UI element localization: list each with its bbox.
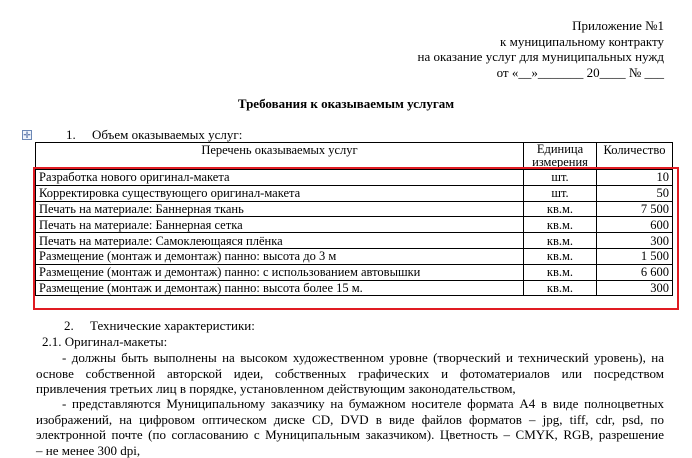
table-row <box>36 170 673 186</box>
appendix-contract: к муниципальному контракту <box>500 33 664 49</box>
table-header-row <box>36 143 673 170</box>
header-quantity: Количество <box>597 143 673 170</box>
bullet-1-line-3: привлечения третьих лиц в порядке, установленном действующим законодательством, <box>36 381 516 397</box>
quantity: 6 600 <box>597 264 673 280</box>
service-name: Размещение (монтаж и демонтаж) панно: высота до 3 м <box>36 248 524 264</box>
section-2-title <box>64 318 692 334</box>
table-row <box>36 280 673 296</box>
table-row <box>36 233 673 249</box>
document-heading: Требования к оказываемым услугам <box>237 96 455 111</box>
quantity: 300 <box>597 233 673 249</box>
appendix-purpose: на оказание услуг для муниципальных нужд <box>417 49 664 64</box>
section-2-number: 2. <box>64 318 74 333</box>
service-name: Печать на материале: Баннерная ткань <box>36 201 524 217</box>
quantity: 300 <box>597 280 673 296</box>
bullet-2 <box>36 396 664 458</box>
unit: кв.м. <box>524 280 597 296</box>
bullet-2-line-2: изображений, на цифровом оптическом диске CD, DVD в виде файлов форматов – jpg, tiff, cdr, psd, по <box>36 411 664 427</box>
quantity: 600 <box>597 217 673 233</box>
service-name: Разработка нового оригинал-макета <box>36 170 524 186</box>
quantity: 10 <box>597 170 673 186</box>
services-table <box>35 142 673 296</box>
unit: шт. <box>524 170 597 186</box>
section-1-number: 1. <box>66 127 76 142</box>
bullet-2-line-4: – не менее 300 dpi, <box>36 442 141 458</box>
appendix-title: Приложение №1 <box>572 18 664 33</box>
service-name: Печать на материале: Самоклеющаяся плёнка <box>36 233 524 249</box>
table-row <box>36 201 673 217</box>
unit: кв.м. <box>524 217 597 233</box>
quantity: 7 500 <box>597 201 673 217</box>
service-name: Размещение (монтаж и демонтаж) панно: высота более 15 м. <box>36 280 524 296</box>
service-name: Печать на материале: Баннерная сетка <box>36 217 524 233</box>
table-row <box>36 264 673 280</box>
section-1-label: Объем оказываемых услуг: <box>92 127 243 142</box>
bullet-1-line-1: - должны быть выполнены на высоком художественном уровне (творческий и технический уровень), на <box>62 350 664 365</box>
unit: шт. <box>524 185 597 201</box>
bullet-2-line-1: - представляются Муниципальному заказчику на бумажном носителе формата А4 в виде полноцветных <box>62 396 664 411</box>
section-1-title <box>66 127 242 143</box>
bullet-1 <box>36 350 664 397</box>
header-unit: Единица измерения <box>524 143 597 170</box>
unit: кв.м. <box>524 233 597 249</box>
bullet-2-line-3: электронной почте (по согласованию с Муниципальным заказчиком). Цветность – CMYK, RGB, разрешение <box>36 427 664 443</box>
section-2-label: Технические характеристики: <box>90 318 255 333</box>
quantity: 50 <box>597 185 673 201</box>
unit: кв.м. <box>524 248 597 264</box>
table-row <box>36 185 673 201</box>
unit: кв.м. <box>524 264 597 280</box>
appendix-date-number: от «__»_______ 20____ № ___ <box>496 64 664 80</box>
unit: кв.м. <box>524 201 597 217</box>
section-2-1-title: 2.1. Оригинал-макеты: <box>42 334 168 349</box>
table-move-handle-icon[interactable]: ✛ <box>23 130 31 140</box>
service-name: Размещение (монтаж и демонтаж) панно: с использованием автовышки <box>36 264 524 280</box>
table-row <box>36 248 673 264</box>
quantity: 1 500 <box>597 248 673 264</box>
header-service: Перечень оказываемых услуг <box>36 143 524 170</box>
appendix-header <box>417 18 664 80</box>
service-name: Корректировка существующего оригинал-макета <box>36 185 524 201</box>
bullet-1-line-2: основе собственной авторской идеи, собственных графических и фотоматериалов или посредством <box>36 365 664 381</box>
table-row <box>36 217 673 233</box>
